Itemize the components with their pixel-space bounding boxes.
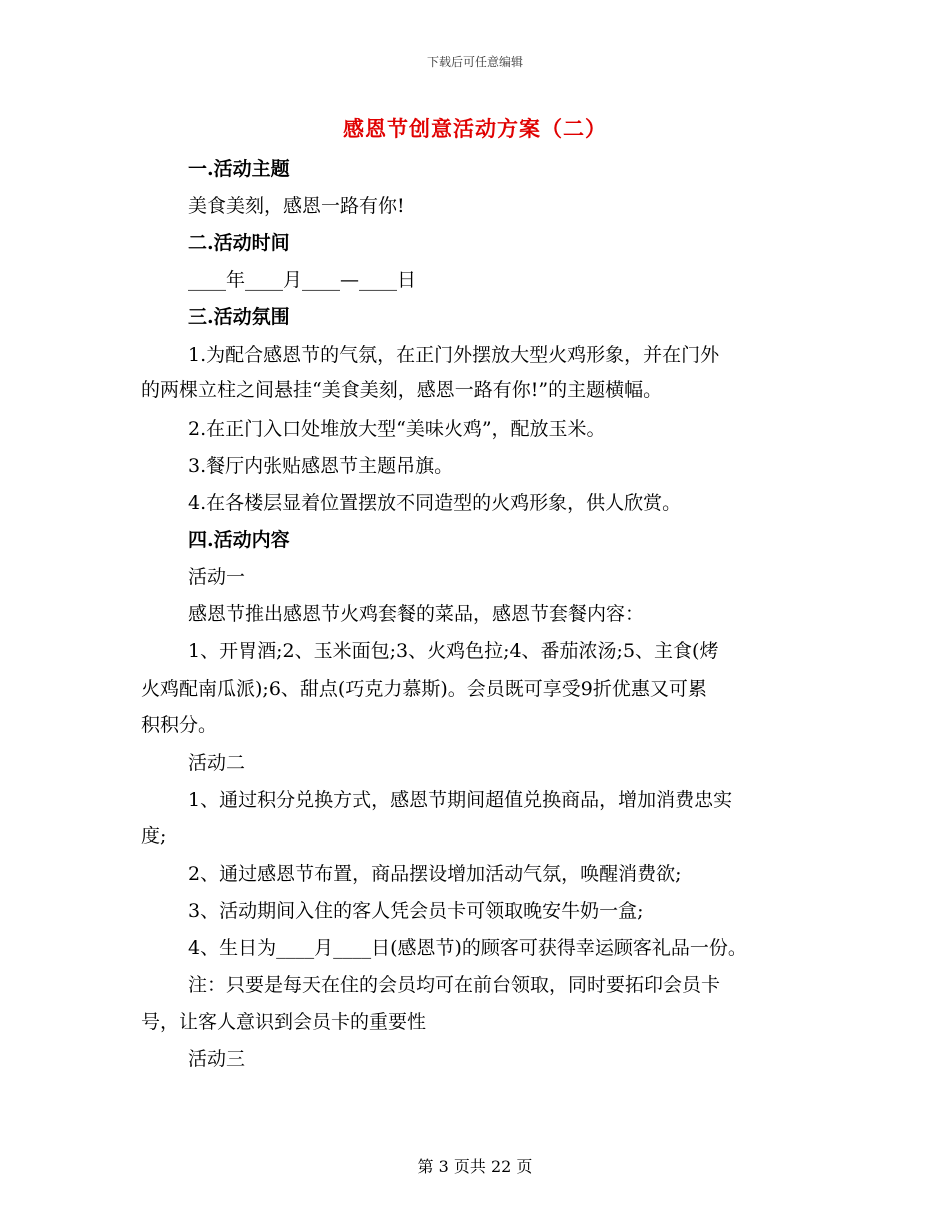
activity-label: 活动三 (188, 1048, 246, 1070)
heading-content: 四.活动内容 (188, 529, 290, 551)
activity-label: 活动二 (188, 752, 246, 774)
paragraph-line: 注：只要是每天在住的会员均可在前台领取，同时要拓印会员卡 (188, 974, 721, 996)
activity-label: 活动一 (188, 566, 246, 588)
heading-theme: 一.活动主题 (188, 158, 290, 180)
paragraph-line: 1.为配合感恩节的气氛，在正门外摆放大型火鸡形象，并在门外 (188, 344, 720, 366)
heading-time: 二.活动时间 (188, 232, 290, 254)
paragraph-line: 4、生日为____月____日(感恩节)的顾客可获得幸运顾客礼品一份。 (188, 937, 747, 959)
document-title: 感恩节创意活动方案（二） (343, 116, 607, 141)
paragraph-line: ____年____月____—____日 (188, 269, 417, 291)
page-footer: 第 3 页共 22 页 (417, 1157, 533, 1176)
paragraph-line: 度; (141, 825, 167, 847)
paragraph-line: 积积分。 (141, 714, 218, 736)
header-note: 下载后可任意编辑 (426, 55, 523, 69)
paragraph-line: 2、通过感恩节布置，商品摆设增加活动气氛，唤醒消费欲; (188, 863, 682, 885)
paragraph-line: 3、活动期间入住的客人凭会员卡可领取晚安牛奶一盒; (188, 900, 644, 922)
paragraph-line: 美食美刻，感恩一路有你! (188, 195, 405, 217)
heading-atmosphere: 三.活动氛围 (188, 306, 290, 328)
paragraph-line: 感恩节推出感恩节火鸡套餐的菜品，感恩节套餐内容： (188, 603, 645, 625)
paragraph-line: 3.餐厅内张贴感恩节主题吊旗。 (188, 455, 454, 477)
paragraph-line: 4.在各楼层显着位置摆放不同造型的火鸡形象，供人欣赏。 (188, 492, 682, 514)
paragraph-line: 的两棵立柱之间悬挂“美食美刻，感恩一路有你!”的主题横幅。 (141, 379, 663, 401)
paragraph-line: 号，让客人意识到会员卡的重要性 (141, 1011, 427, 1033)
paragraph-line: 1、开胃酒;2、玉米面包;3、火鸡色拉;4、番茄浓汤;5、主食(烤 (188, 640, 719, 662)
paragraph-line: 火鸡配南瓜派);6、甜点(巧克力慕斯)。会员既可享受9折优惠又可累 (141, 678, 707, 700)
paragraph-line: 2.在正门入口处堆放大型“美味火鸡”，配放玉米。 (188, 418, 606, 440)
paragraph-line: 1、通过积分兑换方式，感恩节期间超值兑换商品，增加消费忠实 (188, 789, 733, 811)
